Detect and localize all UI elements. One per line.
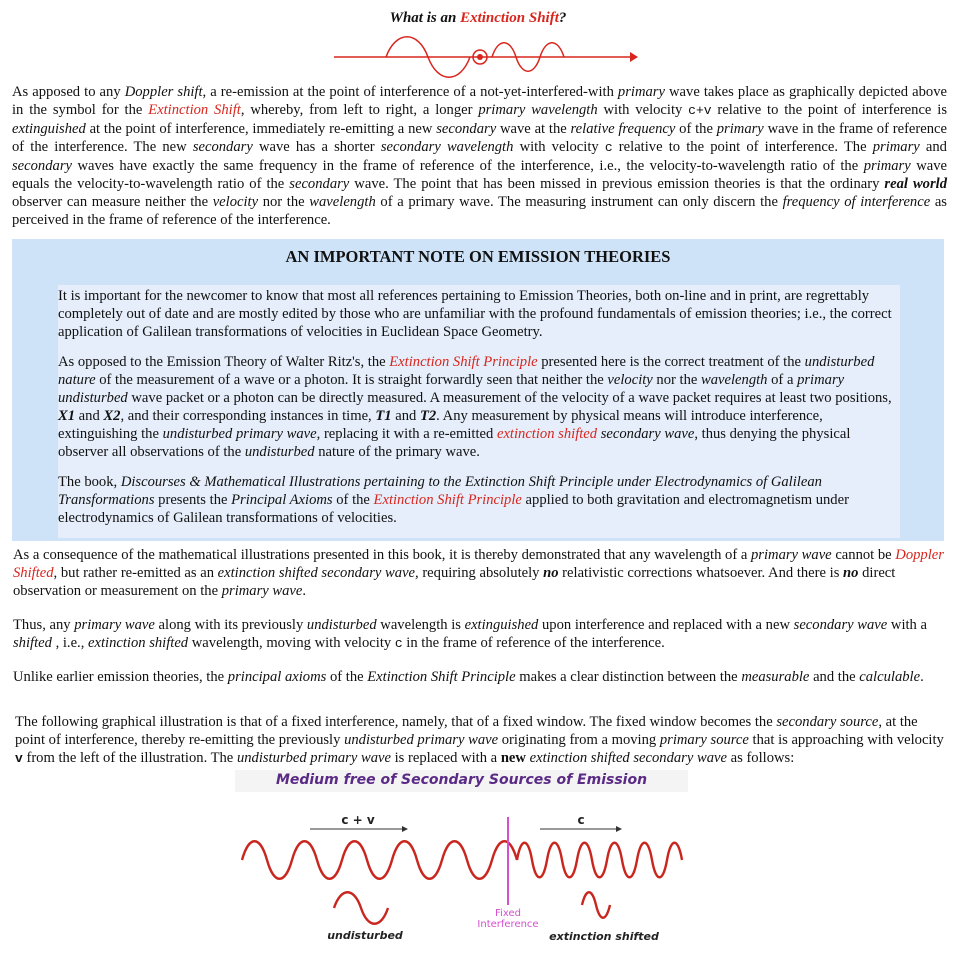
medium-label: Medium free of Secondary Sources of Emission bbox=[275, 772, 648, 788]
right-velocity-label: c bbox=[577, 813, 585, 827]
thus-paragraph: Thus, any primary wave along with its previously undisturbed wavelength is extinguished upon interference and replaced with a new secondary wave with a shifted , i.e., extinction shifted wavelength, moving with velocity c in the frame of reference of the interference. bbox=[13, 617, 927, 651]
secondary-wave bbox=[517, 843, 682, 878]
page-title: What is an Extinction Shift? bbox=[389, 10, 567, 26]
center-label-line1: Fixed bbox=[495, 908, 521, 919]
consequence-paragraph: As a consequence of the mathematical illustrations presented in this book, it is thereby demonstrated that any wavelength of a primary wave cannot be Doppler Shifted, but rather re-emitted as an extinction shifted secondary wave, requiring absolutely no relativistic corrections whatsoever. And there is no direct observation or measurement on the primary wave. bbox=[13, 547, 944, 599]
following-paragraph: The following graphical illustration is that of a fixed interference, namely, that of a fixed window. The fixed window becomes the secondary source, at the point of interference, thereby re-emitting the previously undisturbed primary wave originating from a moving primary source that is approaching with velocity v from the left of the illustration. The undisturbed primary wave is replaced with a new extinction shifted secondary wave as follows: bbox=[15, 714, 944, 766]
extinction-shifted-caption: extinction shifted bbox=[549, 930, 659, 943]
left-velocity-label: c + v bbox=[341, 813, 375, 827]
fixed-interference-diagram bbox=[230, 805, 700, 950]
primary-wave bbox=[242, 841, 517, 879]
center-label-line2: Interference bbox=[477, 919, 539, 930]
emission-theories-note bbox=[12, 239, 944, 541]
extinction-shift-symbol bbox=[330, 36, 640, 78]
note-paragraph-2: As opposed to the Emission Theory of Walter Ritz's, the Extinction Shift Principle presented here is the correct treatment of the undisturbed nature of the measurement of a wave or a photon. It is straight forwardly seen that neither the velocity nor the wavelength of a primary undisturbed wave packet or a photon can be directly measured. A measurement of the velocity of a wave packet requires at least two positions, X1 and X2, and their corresponding instances in time, T1 and T2. Any measurement by physical means will introduce interference, extinguishing the undisturbed primary wave, replacing it with a re-emitted extinction shifted secondary wave, thus denying the physical observer all observations of the undisturbed nature of the primary wave. bbox=[58, 354, 892, 460]
note-heading: AN IMPORTANT NOTE ON EMISSION THEORIES bbox=[285, 247, 671, 266]
undisturbed-wavelength-icon bbox=[334, 892, 388, 924]
undisturbed-caption: undisturbed bbox=[327, 929, 403, 942]
shifted-wavelength-icon bbox=[582, 892, 610, 918]
intro-paragraph: As apposed to any Doppler shift, a re-emission at the point of interference of a not-yet-interfered-with primary wave takes place as graphically depicted above in the symbol for the Extinction Shift, whereby, from left to right, a longer primary wavelength with velocity c+v relative to the point of interference is extinguished at the point of interference, immediately re-emitting a new secondary wave at the relative frequency of the primary wave in the frame of reference of the interference. The new secondary wave has a shorter secondary wavelength with velocity c relative to the point of interference. The primary and secondary waves have exactly the same frequency in the frame of reference of the interference, i.e., the velocity-to-wavelength ratio of the primary wave equals the velocity-to-wavelength ratio of the secondary wave. The point that has been missed in previous emission theories is that the ordinary real world observer can measure neither the velocity nor the wavelength of a primary wave. The measuring instrument can only discern the frequency of interference as perceived in the frame of reference of the interference. bbox=[12, 84, 948, 228]
note-paragraph-3: The book, Discourses & Mathematical Illustrations pertaining to the Extinction Shift Principle under Electrodynamics of Galilean Transformations presents the Principal Axioms of the Extinction Shift Principle applied to both gravitation and electromagnetism under electrodynamics of Galilean transformations of velocities. bbox=[58, 474, 849, 526]
unlike-paragraph: Unlike earlier emission theories, the principal axioms of the Extinction Shift Principle makes a clear distinction between the measurable and the calculable. bbox=[13, 669, 924, 685]
note-paragraph-1: It is important for the newcomer to know that most all references pertaining to Emission Theories, both on-line and in print, are regrettably completely out of date and are mostly edited by those who are unfamiliar with the profound fundamentals of emission theories; i.e., the correct application of Galilean transformations of velocities in Euclidean Space Geometry. bbox=[58, 288, 892, 340]
note-body bbox=[58, 285, 900, 538]
